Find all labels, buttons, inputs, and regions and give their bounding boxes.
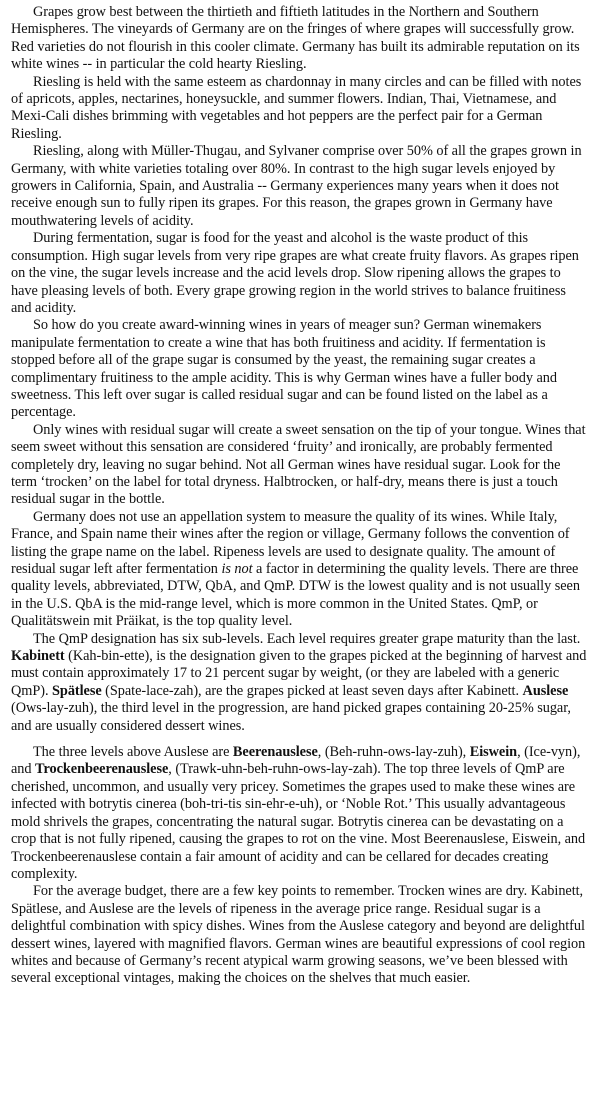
paragraph <box>11 631 588 735</box>
paragraph-text: For the average budget, there are a few key points to remember. Trocken wines are dry. Kabinett, Spätlese, and Auslese are the levels of ripeness in the average price range. Residual sugar is a delightful combination with spicy dishes. Wines from the Auslese category and beyond are delightful dessert wines, layered with magnified flavors. German wines are beautiful expressions of cool region whites and because of Germany’s recent atypical warm growing seasons, we’ve been blessed with several exceptional vintages, making the choices on the shelves that much easier. <box>11 883 586 987</box>
bold-term: Eiswein <box>469 744 518 761</box>
paragraph-text: (Kah-bin-ette), is the designation given to the grapes picked at the beginning of harvest and must contain approximately 17 to 21 percent sugar by weight, (or they are labeled with a generic QmP). <box>11 648 587 699</box>
bold-term: Auslese <box>522 682 569 699</box>
paragraph-text: The QmP designation has six sub-levels. Each level requires greater grape maturity than the last. <box>33 630 581 647</box>
paragraph-text: , (Beh-ruhn-ows-lay-zuh), <box>317 744 470 761</box>
paragraph <box>11 744 588 883</box>
paragraph-text: Grapes grow best between the thirtieth and fiftieth latitudes in the Northern and Southern Hemispheres. The vineyards of Germany are on the fringes of where grapes will successfully grow. Red varieties do not flourish in this cooler climate. Germany has built its admirable reputation on its white wines -- in particular the cold hearty Riesling. <box>11 4 580 73</box>
paragraph-text: Germany does not use an appellation system to measure the quality of its wines. While Italy, France, and Spain name their wines after the region or village, Germany follows the convention of listing the grape name on the label. Ripeness levels are used to designate quality. The amount of residual sugar left after fermentation <box>11 508 570 577</box>
paragraph-text: , (Ice-vyn), and <box>11 744 581 778</box>
paragraph <box>11 509 588 631</box>
paragraph-text: a factor in determining the quality levels. There are three quality levels, abbreviated, DTW, QbA, and QmP. DTW is the lowest quality and is not usually seen in the U.S. QbA is the mid-range level, which is more common in the United States. QmP, or Qualitätswein mit Präikat, is the top quality level. <box>11 561 580 630</box>
paragraph <box>11 317 588 421</box>
paragraph <box>11 422 588 509</box>
paragraph-text: So how do you create award-winning wines in years of meager sun? German winemakers manipulate fermentation to create a wine that has both fruitiness and acidity. If fermentation is stopped before all of the grape sugar is consumed by the yeast, the remaining sugar creates a complimentary fruitiness to the ample acidity. This is why German wines have a fuller body and sweetness. This left over sugar is called residual sugar and can be found listed on the label as a percentage. <box>11 317 557 421</box>
italic-emphasis: is not <box>221 561 253 577</box>
bold-term: Trockenbeerenauslese <box>35 761 169 778</box>
paragraph <box>11 4 588 74</box>
paragraph-text: Only wines with residual sugar will create a sweet sensation on the tip of your tongue. Wines that seem sweet without this sensation are considered ‘fruity’ and ironically, are probably fermented completely dry, leaving no sugar behind. Not all German wines have residual sugar. Look for the term ‘trocken’ on the label for total dryness. Halbtrocken, or half-dry, means there is just a touch residual sugar in the bottle. <box>11 421 586 508</box>
bold-term: Beerenauslese <box>232 744 318 761</box>
paragraph <box>11 883 588 987</box>
paragraph <box>11 74 588 144</box>
paragraph-text: The three levels above Auslese are <box>33 744 233 761</box>
paragraph-text: Riesling, along with Müller-Thugau, and Sylvaner comprise over 50% of all the grapes grown in Germany, with white varieties totaling over 80%. In contrast to the high sugar levels enjoyed by growers in California, Spain, and Australia -- Germany experiences many years when it does not receive enough sun to fully ripen its grapes. For this reason, the grapes grown in Germany have mouthwatering levels of acidity. <box>11 143 582 229</box>
paragraph-text: During fermentation, sugar is food for the yeast and alcohol is the waste product of this consumption. High sugar levels from very ripe grapes are what create fruity flavors. As grapes ripen on the vine, the sugar levels increase and the acid levels drop. Slow ripening allows the grapes to have pleasing levels of both. Every grape growing region in the world strives to balance fruitiness and acidity. <box>11 230 579 316</box>
paragraph <box>11 230 588 317</box>
paragraph-text: (Spate-lace-zah), are the grapes picked at least seven days after Kabinett. <box>101 682 523 699</box>
paragraph-text: , (Trawk-uhn-beh-ruhn-ows-lay-zah). The top three levels of QmP are cherished, uncommon, and usually very pricey. Sometimes the grapes used to make these wines are infected with botrytis cinerea (boh-tri-tis sin-ehr-e-uh), or ‘Noble Rot.’ This usually advantageous mold shrivels the grapes, concentrating the natural sugar. Botrytis cinerea can be devastating on a crop that is not fully ripened, causing the grapes to rot on the vine. Most Beerenauslese, Eiswein, and Trockenbeerenauslese contain a fair amount of acidity and can be cellared for decades creating complexity. <box>11 761 586 882</box>
bold-term: Kabinett <box>11 648 65 665</box>
bold-term: Spätlese <box>52 682 102 699</box>
paragraph-text: (Ows-lay-zuh), the third level in the progression, are hand picked grapes containing 20-25% sugar, and are usually considered dessert wines. <box>11 700 571 734</box>
paragraph-text: Riesling is held with the same esteem as chardonnay in many circles and can be filled with notes of apricots, apples, nectarines, honeysuckle, and summer flowers. Indian, Thai, Vietnamese, and Mexi-Cali dishes brimming with vegetables and hot peppers are the perfect pair for a German Riesling. <box>11 73 582 142</box>
paragraph <box>11 143 588 230</box>
